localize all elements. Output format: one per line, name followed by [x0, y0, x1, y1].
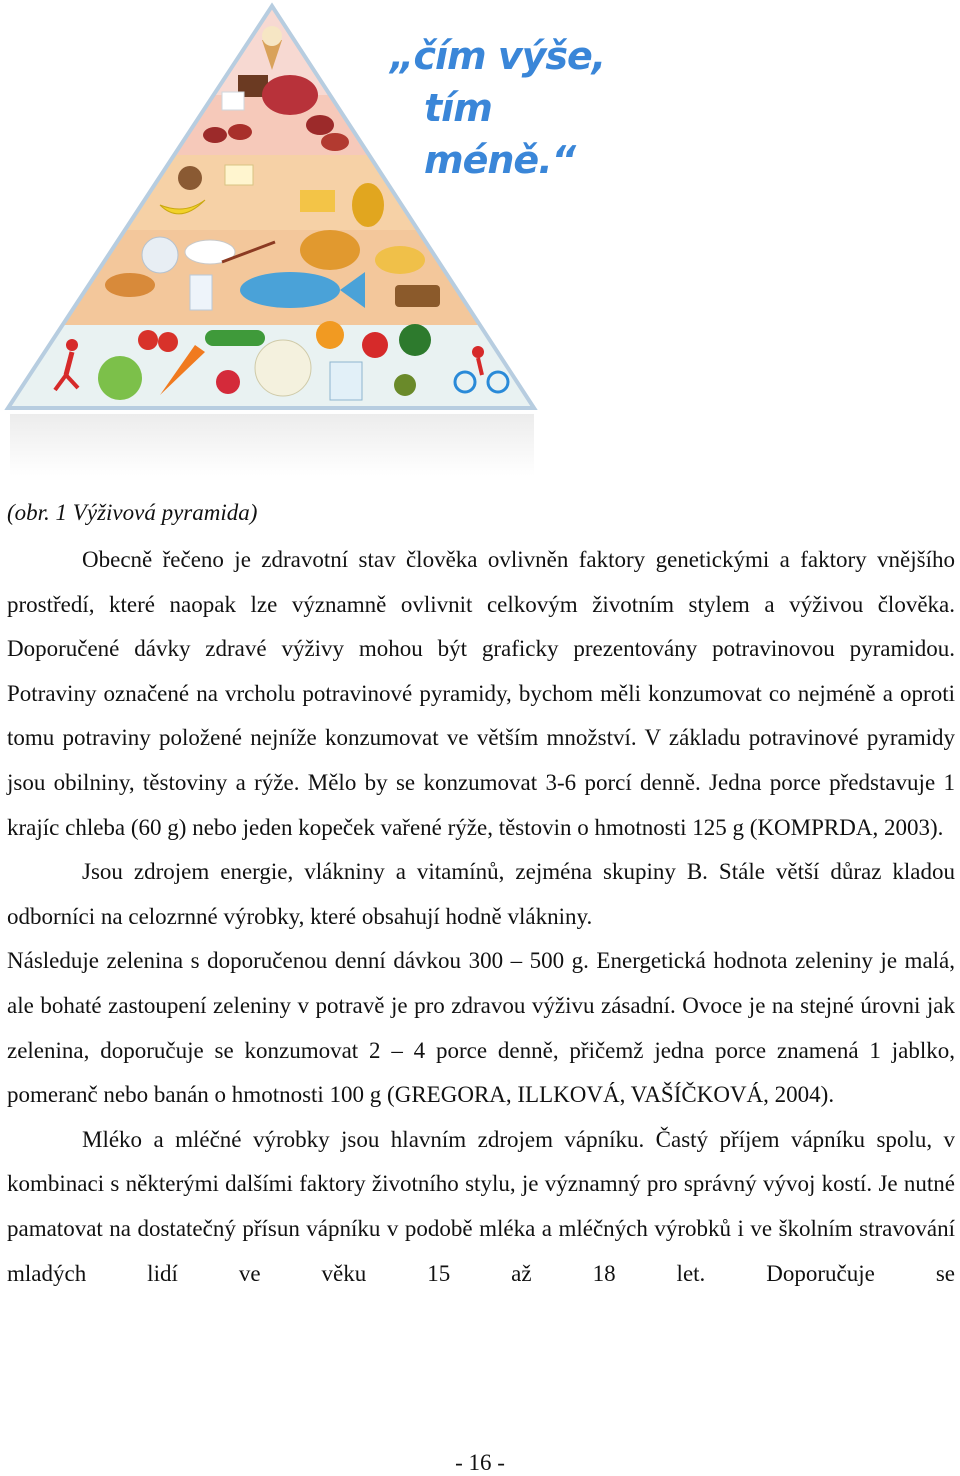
cheese-icon: [300, 190, 335, 212]
cereal-icon: [105, 273, 155, 297]
strawberries-icon: [216, 370, 240, 394]
bread-icon: [395, 285, 440, 307]
cereal-bowl-icon: [142, 237, 178, 273]
cauliflower-icon: [255, 340, 311, 396]
lettuce-icon: [98, 356, 142, 400]
kiwi-icon: [394, 374, 416, 396]
paragraph-3: Následuje zelenina s doporučenou denní dávkou 300 – 500 g. Energetická hodnota zeleniny je malá, ale bohaté zastoupení zeleniny v potravě je pro zdravou výživu zásadní. Ovoce je na stejné úrovni jak zelenina, doporučuje se konzumovat 2 – 4 porce denně, přičemž jedna porce znamená 1 jablko, pomeranč nebo banán o hmotnosti 100 g (GREGORA, ILLKOVÁ, VAŠÍČKOVÁ, 2004).: [7, 948, 955, 1108]
cheese-slice-icon: [225, 165, 253, 185]
milk-glass-icon: [190, 275, 212, 310]
pyramid-reflection: [10, 414, 534, 476]
broccoli-icon: [399, 324, 431, 356]
body-text: [7, 538, 955, 1296]
nuts-icon: [178, 166, 202, 190]
slogan-line-1: „čím výše,: [390, 34, 606, 78]
water-glass-icon: [330, 362, 362, 400]
pyramid-slogan: [390, 30, 650, 186]
food-pyramid-figure: [0, 0, 960, 490]
chicken-icon: [300, 230, 360, 270]
pineapple-icon: [352, 183, 384, 227]
ham-icon: [262, 75, 318, 115]
cucumber-icon: [205, 330, 265, 346]
paragraph-2: Jsou zdrojem energie, vlákniny a vitamínů, zejména skupiny B. Stále větší důraz kladou odborníci na celozrnné výrobky, které obsahují hodně vlákniny.: [7, 859, 955, 929]
paragraph-1: Obecně řečeno je zdravotní stav člověka ovlivněn faktory genetickými a faktory vnějšího prostředí, které naopak lze významně ovlivnit celkovým životním stylem a výživou člověka. Doporučené dávky zdravé výživy mohou být graficky prezentovány potravinovou pyramidou. Potraviny označené na vrcholu potravinové pyramidy, bychom měli konzumovat co nejméně a oproti tomu potraviny položené nejníže konzumovat ve větším množství. V základu potravinové pyramidy jsou obilniny, těstoviny a rýže. Mělo by se konzumovat 3-6 porcí denně. Jedna porce představuje 1 krajíc chleba (60 g) nebo jeden kopeček vařené rýže, těstovin o hmotnosti 125 g (KOMPRDA, 2003).: [7, 547, 955, 840]
sugar-cubes-icon: [222, 92, 244, 110]
orange-icon: [316, 321, 344, 349]
page-number: - 16 -: [455, 1450, 505, 1475]
slogan-line-2: tím méně.“: [424, 86, 576, 182]
paragraph-4: Mléko a mléčné výrobky jsou hlavním zdrojem vápníku. Častý příjem vápníku spolu, v kombinaci s některými dalšími faktory životního stylu, je významný pro správný vývoj kostí. Je nutné pamatovat na dostatečný přísun vápníku v podobě mléka a mléčných výrobků i ve školním stravování mladých lidí ve věku 15 až 18 let. Doporučuje se: [7, 1126, 955, 1286]
pasta-icon: [375, 246, 425, 274]
figure-caption: (obr. 1 Výživová pyramida): [7, 500, 258, 525]
apple-icon: [362, 332, 388, 358]
